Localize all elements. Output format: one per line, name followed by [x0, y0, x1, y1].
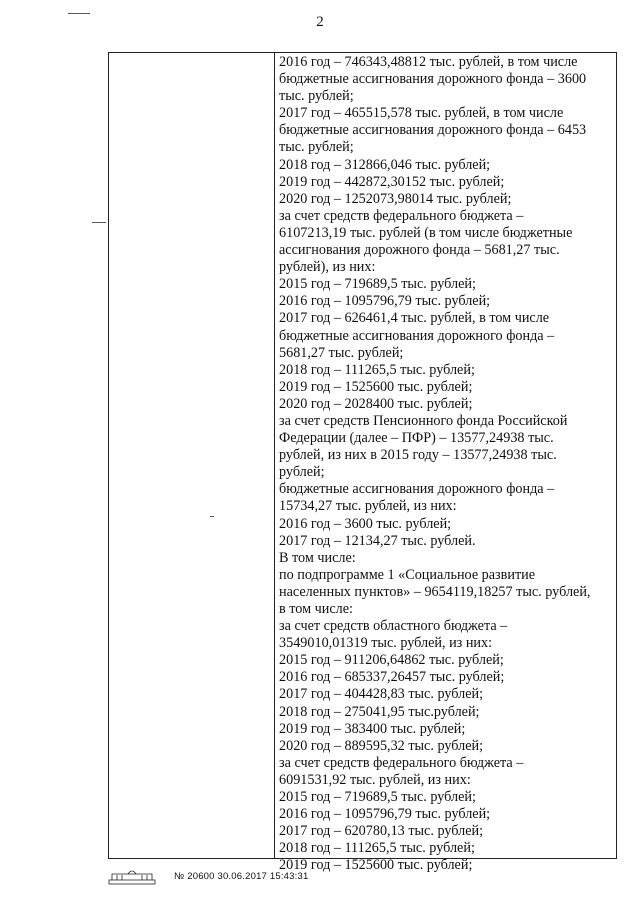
text-line: 2015 год – 719689,5 тыс. рублей;: [279, 276, 476, 293]
table-column-divider: [274, 53, 275, 858]
text-line: 2016 год – 1095796,79 тыс. рублей;: [279, 806, 491, 823]
text-line: 6091531,92 тыс. рублей, из них:: [279, 771, 471, 788]
text-line: 2018 год – 111265,5 тыс. рублей;: [279, 840, 475, 857]
text-line: 2019 год – 383400 тыс. рублей;: [279, 720, 466, 737]
text-line: 2019 год – 442872,30152 тыс. рублей;: [279, 173, 505, 190]
text-line: 2018 год – 275041,95 тыс.рублей;: [279, 703, 480, 720]
text-line: 2017 год – 12134,27 тыс. рублей.: [279, 532, 476, 549]
text-line: рублей), из них:: [279, 259, 376, 276]
text-line: 2020 год – 889595,32 тыс. рублей;: [279, 737, 484, 754]
text-line: 5681,27 тыс. рублей;: [279, 344, 404, 361]
text-line: Федерации (далее – ПФР) – 13577,24938 тыс.: [279, 430, 554, 447]
text-line: 2017 год – 620780,13 тыс. рублей;: [279, 823, 484, 840]
scan-artifact-left: [92, 222, 106, 223]
text-line: 2018 год – 312866,046 тыс. рублей;: [279, 156, 491, 173]
text-line: 2015 год – 911206,64862 тыс. рублей;: [279, 652, 504, 669]
text-line: 6107213,19 тыс. рублей (в том числе бюджетные: [279, 224, 573, 241]
text-line: 2017 год – 465515,578 тыс. рублей, в том числе: [279, 105, 564, 122]
document-table: [108, 52, 617, 874]
funding-text-cell: [279, 54, 610, 875]
text-line: 2016 год – 746343,48812 тыс. рублей, в том числе: [279, 54, 578, 70]
text-line: 2020 год – 2028400 тыс. рублей;: [279, 395, 473, 412]
text-line: рублей;: [279, 464, 325, 481]
registration-stamp-text: № 20600 30.06.2017 15:43:31: [174, 870, 309, 882]
building-stamp-icon: [108, 867, 156, 885]
text-line: 2018 год – 111265,5 тыс. рублей;: [279, 361, 475, 378]
text-line: бюджетные ассигнования дорожного фонда –: [279, 481, 555, 498]
text-line: тыс. рублей;: [279, 139, 354, 156]
page-number: 2: [316, 14, 324, 30]
text-line: 2017 год – 404428,83 тыс. рублей;: [279, 686, 484, 703]
text-line: 15734,27 тыс. рублей, из них:: [279, 498, 457, 515]
text-line: в том числе:: [279, 601, 353, 617]
text-line: за счет средств областного бюджета –: [279, 618, 508, 635]
document-footer: [108, 866, 308, 886]
text-line: по подпрограмме 1 «Социальное развитие: [279, 566, 536, 583]
text-line: 2016 год – 685337,26457 тыс. рублей;: [279, 669, 505, 686]
text-line: 2019 год – 1525600 тыс. рублей;: [279, 378, 473, 395]
text-line: 2017 год – 626461,4 тыс. рублей, в том числе: [279, 310, 550, 327]
text-line: 2016 год – 3600 тыс. рублей;: [279, 515, 452, 532]
text-line: за счет средств федерального бюджета –: [279, 207, 524, 224]
text-line: рублей, из них в 2015 году – 13577,24938 тыс.: [279, 447, 557, 464]
text-line: 2019 год – 1525600 тыс. рублей;: [279, 857, 473, 874]
scan-artifact-top: [68, 13, 90, 14]
text-line: бюджетные ассигнования дорожного фонда – 6453: [279, 122, 587, 139]
text-line: населенных пунктов» – 9654119,18257 тыс. рублей,: [279, 583, 591, 600]
text-line: ассигнования дорожного фонда – 5681,27 тыс.: [279, 242, 560, 259]
text-line: В том числе:: [279, 549, 356, 566]
text-line: 3549010,01319 тыс. рублей, из них:: [279, 635, 493, 652]
text-line: за счет средств Пенсионного фонда Российской: [279, 412, 568, 429]
text-line: бюджетные ассигнования дорожного фонда –: [279, 327, 555, 344]
text-line: за счет средств федерального бюджета –: [279, 754, 524, 771]
text-line: 2015 год – 719689,5 тыс. рублей;: [279, 789, 476, 806]
text-line: тыс. рублей;: [279, 88, 354, 105]
text-line: 2016 год – 1095796,79 тыс. рублей;: [279, 293, 491, 310]
text-line: 2020 год – 1252073,98014 тыс. рублей;: [279, 190, 512, 207]
text-line: бюджетные ассигнования дорожного фонда – 3600: [279, 71, 587, 88]
